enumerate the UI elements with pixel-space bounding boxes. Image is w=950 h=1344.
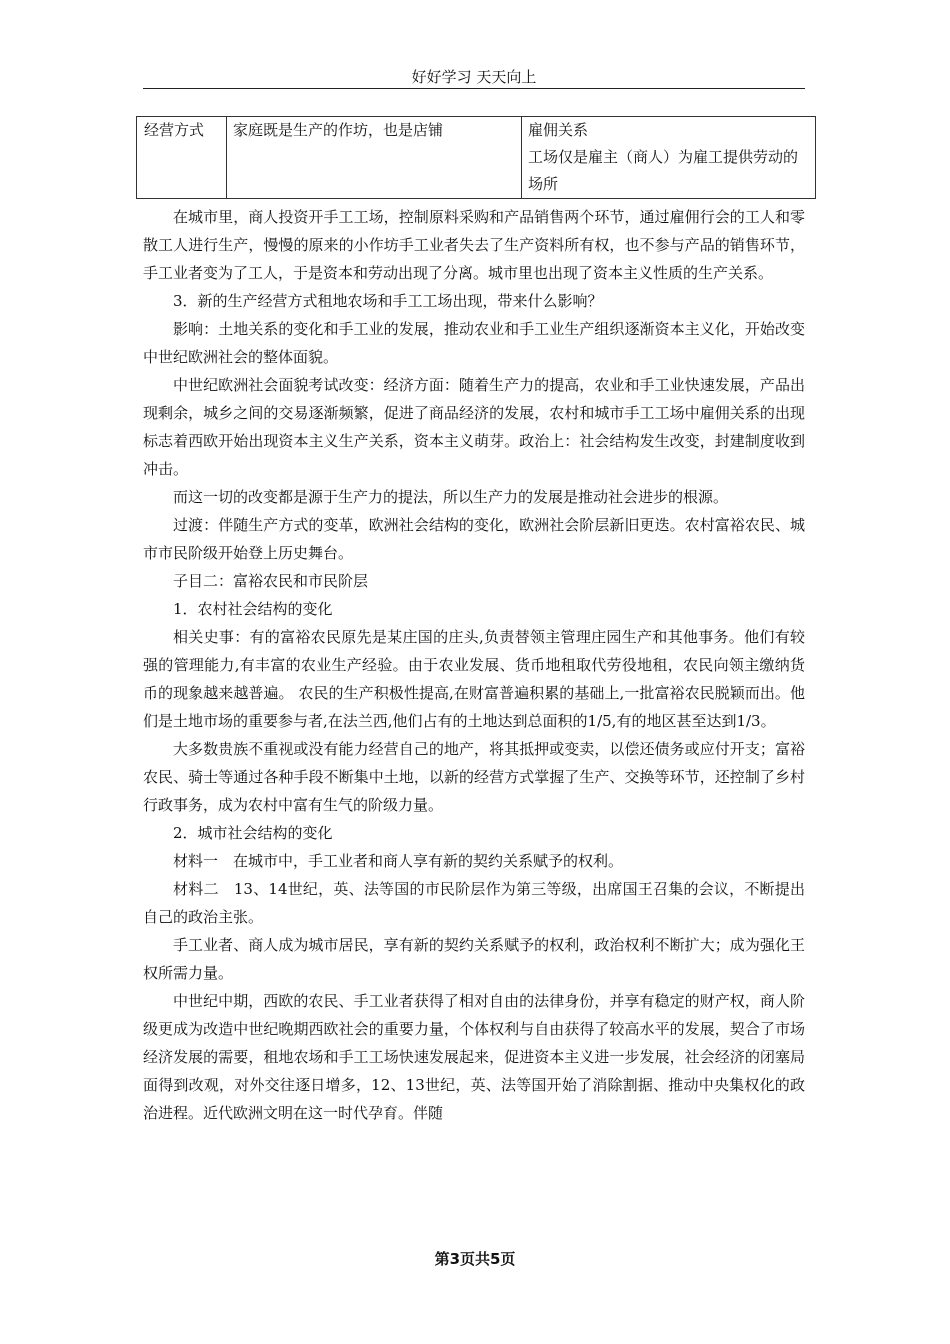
comparison-table [136, 116, 816, 199]
page-number: 第3页共5页 [434, 1250, 516, 1268]
paragraph: 而这一切的改变都是源于生产力的提法，所以生产力的发展是推动社会进步的根源。 [173, 488, 729, 506]
page-header: 好好学习 天天向上 [143, 66, 805, 89]
paragraph: 过渡：伴随生产方式的变革，欧洲社会结构的变化，欧洲社会阶层新旧更迭。农村富裕农民、城市市民阶级开始登上历史舞台。 [143, 516, 805, 562]
table-row [137, 117, 816, 199]
hire-desc: 工场仅是雇主（商人）为雇工提供劳动的场所 [528, 148, 799, 193]
paragraph: 手工业者、商人成为城市居民，享有新的契约关系赋予的权利，政治权利不断扩大；成为强化王权所需力量。 [143, 936, 805, 982]
paragraph: 相关史事：有的富裕农民原先是某庄国的庄头,负责替领主管理庄园生产和其他事务。他们有较强的管理能力,有丰富的农业生产经验。由于农业发展、货币地租取代劳役地租，农民向领主缴纳货币的现象越来越普遍。 农民的生产积极性提高,在财富普遍积累的基础上,一批富裕农民脱颖而出。他们是土地市场的重要参与者,在法兰西,他们占有的土地达到总面积的1/5,有的地区甚至达到1/3。 [143, 628, 805, 730]
paragraph: 中世纪中期，西欧的农民、手工业者获得了相对自由的法律身份，并享有稳定的财产权，商人阶级更成为改造中世纪晚期西欧社会的重要力量，个体权利与自由获得了较高水平的发展，契合了市场经济发展的需要，租地农场和手工工场快速发展起来，促进资本主义进一步发展，社会经济的闭塞局面得到改观，对外交往逐日增多，12、13世纪，英、法等国开始了消除割据、推动中央集权化的政治进程。近代欧洲文明在这一时代孕育。伴随 [143, 992, 805, 1122]
section-heading: 2．城市社会结构的变化 [173, 824, 333, 842]
table-cell-family-workshop: 家庭既是生产的作坊，也是店铺 [227, 117, 522, 199]
material-quote: 材料一 在城市中，手工业者和商人享有新的契约关系赋予的权利。 [173, 852, 624, 870]
subsection-heading: 子目二：富裕农民和市民阶层 [173, 572, 369, 590]
document-body [143, 203, 805, 1127]
paragraph: 在城市里，商人投资开手工工场，控制原料采购和产品销售两个环节，通过雇佣行会的工人和零散工人进行生产，慢慢的原来的小作坊手工业者失去了生产资料所有权，也不参与产品的销售环节，手工业者变为了工人，于是资本和劳动出现了分离。城市里也出现了资本主义性质的生产关系。 [143, 208, 805, 282]
table-cell-hire [522, 117, 816, 199]
paragraph: 中世纪欧洲社会面貌考试改变：经济方面：随着生产力的提高，农业和手工业快速发展，产品出现剩余，城乡之间的交易逐渐频繁，促进了商品经济的发展，农村和城市手工工场中雇佣关系的出现标志着西欧开始出现资本主义生产关系，资本主义萌芽。政治上：社会结构发生改变，封建制度收到冲击。 [143, 376, 805, 478]
question-heading: 3．新的生产经营方式租地农场和手工工场出现，带来什么影响？ [173, 292, 603, 310]
paragraph: 影响：土地关系的变化和手工业的发展，推动农业和手工业生产组织逐渐资本主义化，开始改变中世纪欧洲社会的整体面貌。 [143, 320, 805, 366]
table-cell-label: 经营方式 [137, 117, 227, 199]
material-quote: 材料二 13、14世纪，英、法等国的市民阶层作为第三等级，出席国王召集的会议，不断提出自己的政治主张。 [143, 880, 805, 926]
hire-title: 雇佣关系 [528, 121, 589, 139]
paragraph: 大多数贵族不重视或没有能力经营自己的地产，将其抵押或变卖，以偿还债务或应付开支；富裕农民、骑士等通过各种手段不断集中土地，以新的经营方式掌握了生产、交换等环节，还控制了乡村行政事务，成为农村中富有生气的阶级力量。 [143, 740, 805, 814]
section-heading: 1．农村社会结构的变化 [173, 600, 333, 618]
